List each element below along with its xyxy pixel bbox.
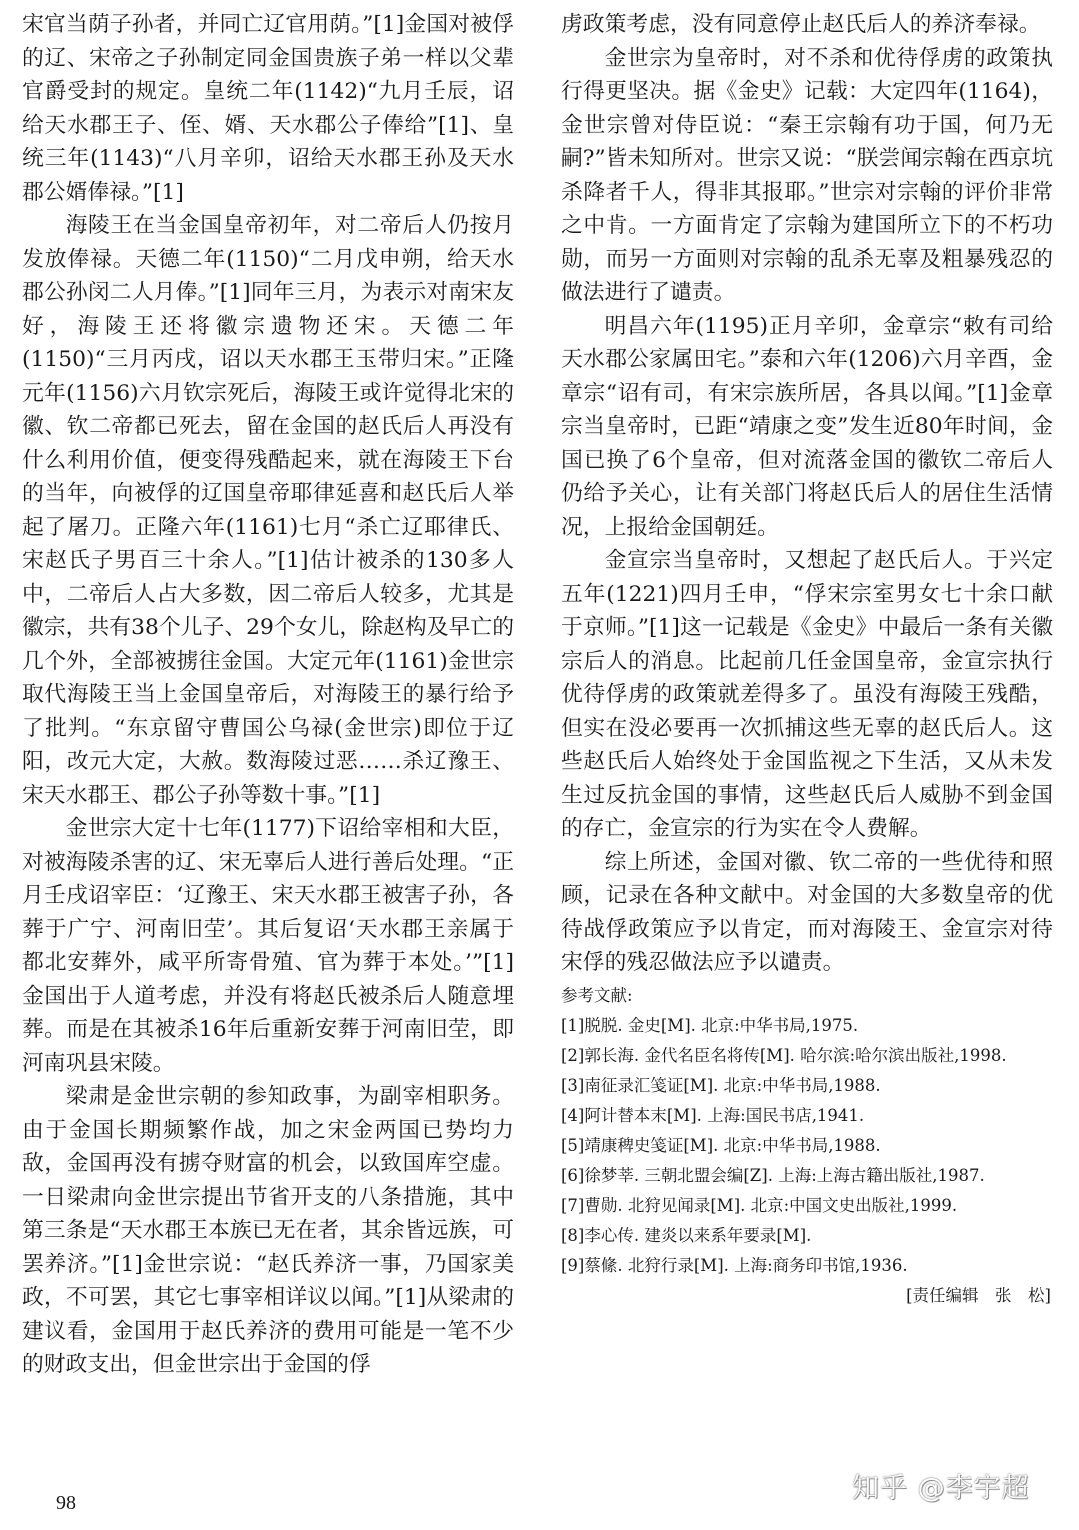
page-number: 98 <box>56 1492 76 1514</box>
reference-item: [2]郭长海. 金代名臣名将传[M]. 哈尔滨:哈尔滨出版社,1998. <box>561 1045 1007 1065</box>
paragraph: 金世宗为皇帝时，对不杀和优待俘虏的政策执行得更坚决。据《金史》记载：大定四年(1164)，金世宗曾对侍臣说：“秦王宗翰有功于国，何乃无嗣?”皆未知所对。世宗又说：“朕尝闻宗翰在西京坑杀降者千人，得非其报耶。”世宗对宗翰的评价非常之中肯。一方面肯定了宗翰为建国所立下的不朽功勋，而另一方面则对宗翰的乱杀无辜及粗暴残忍的做法进行了谴责。 <box>561 45 1053 305</box>
reference-item: [3]南征录汇笺证[M]. 北京:中华书局,1988. <box>561 1075 881 1095</box>
paragraph: 梁肃是金世宗朝的参知政事，为副宰相职务。由于金国长期频繁作战，加之宋金两国已势均力敌，金国再没有掳夺财富的机会，以致国库空虚。一日梁肃向金世宗提出节省开支的八条措施，其中第三条是“天水郡王本族已无在者，其余皆远族，可罢养济。”[1]金世宗说：“赵氏养济一事，乃国家美政，不可罢，其它七事宰相详议以闻。”[1]从梁肃的建议看，金国用于赵氏养济的费用可能是一笔不少的财政支出，但金世宗出于金国的俘 <box>22 1084 514 1377</box>
reference-item: [1]脱脱. 金史[M]. 北京:中华书局,1975. <box>561 1015 859 1035</box>
paragraph: 金世宗大定十七年(1177)下诏给宰相和大臣，对被海陵杀害的辽、宋无辜后人进行善后处理。“正月壬戌诏宰臣：‘辽豫王、宋天水郡王被害子孙，各葬于广宁、河南旧茔’。其后复诏‘天水郡王亲属于都北安葬外，咸平所寄骨殖、官为葬于本处。’”[1]金国出于人道考虑，并没有将赵氏被杀后人随意埋葬。而是在其被杀16年后重新安葬于河南旧茔，即河南巩县宋陵。 <box>22 816 514 1076</box>
responsible-editor: [责任编辑 张 松] <box>906 1285 1051 1305</box>
reference-item: [7]曹勋. 北狩见闻录[M]. 北京:中国文史出版社,1999. <box>561 1195 958 1215</box>
reference-item: [8]李心传. 建炎以来系年要录[M]. <box>561 1225 812 1245</box>
reference-item: [4]阿计替本末[M]. 上海:国民书店,1941. <box>561 1105 865 1125</box>
reference-item: [9]蔡絛. 北狩行录[M]. 上海:商务印书馆,1936. <box>561 1255 908 1275</box>
paragraph: 金宣宗当皇帝时，又想起了赵氏后人。于兴定五年(1221)四月壬申，“俘宋宗室男女七十余口献于京师。”[1]这一记载是《金史》中最后一条有关徽宗后人的消息。比起前几任金国皇帝，金宣宗执行优待俘虏的政策就差得多了。虽没有海陵王残酷，但实在没必要再一次抓捕这些无辜的赵氏后人。这些赵氏后人始终处于金国监视之下生活，又从未发生过反抗金国的事情，这些赵氏后人威胁不到金国的存亡，金宣宗的行为实在令人费解。 <box>561 548 1053 841</box>
paragraph: 虏政策考虑，没有同意停止赵氏后人的养济奉禄。 <box>561 12 1041 37</box>
reference-item: [6]徐梦莘. 三朝北盟会编[Z]. 上海:上海古籍出版社,1987. <box>561 1165 985 1185</box>
paragraph: 宋官当荫子孙者，并同亡辽官用荫。”[1]金国对被俘的辽、宋帝之子孙制定同金国贵族子弟一样以父辈官爵受封的规定。皇统二年(1142)“九月壬辰，诏给天水郡王子、侄、婿、天水郡公子俸给”[1]、皇统三年(1143)“八月辛卯，诏给天水郡王孙及天水郡公婿俸禄。”[1] <box>22 12 514 205</box>
reference-item: [5]靖康稗史笺证[M]. 北京:中华书局,1988. <box>561 1135 881 1155</box>
watermark: 知乎 @李宇超 <box>852 1473 1030 1504</box>
references-title: 参考文献: <box>561 985 633 1005</box>
references-list <box>561 1011 1053 1281</box>
left-column <box>22 8 514 1382</box>
paragraph: 综上所述，金国对徽、钦二帝的一些优待和照顾，记录在各种文献中。对金国的大多数皇帝的优待战俘政策应予以肯定，而对海陵王、金宣宗对待宋俘的残忍做法应予以谴责。 <box>561 849 1053 975</box>
paragraph: 明昌六年(1195)正月辛卯，金章宗“敕有司给天水郡公家属田宅。”泰和六年(1206)六月辛酉，金章宗“诏有司，有宋宗族所居，各具以闻。”[1]金章宗当皇帝时，已距“靖康之变”发生近80年时间，金国已换了6个皇帝，但对流落金国的徽钦二帝后人仍给予关心，让有关部门将赵氏后人的居住生活情况，上报给金国朝廷。 <box>561 313 1053 540</box>
paragraph: 海陵王在当金国皇帝初年，对二帝后人仍按月发放俸禄。天德二年(1150)“二月戊申朔，给天水郡公孙闵二人月俸。”[1]同年三月，为表示对南宋友好，海陵王还将徽宗遗物还宋。天德二年(1150)“三月丙戌，诏以天水郡王玉带归宋。”正隆元年(1156)六月钦宗死后，海陵王或许觉得北宋的徽、钦二帝都已死去，留在金国的赵氏后人再没有什么利用价值，便变得残酷起来，就在海陵王下台的当年，向被俘的辽国皇帝耶律延喜和赵氏后人举起了屠刀。正隆六年(1161)七月“杀亡辽耶律氏、宋赵氏子男百三十余人。”[1]估计被杀的130多人中，二帝后人占大多数，因二帝后人较多，尤其是徽宗，共有38个儿子、29个女儿，除赵构及早亡的几个外，全部被掳往金国。大定元年(1161)金世宗取代海陵王当上金国皇帝后，对海陵王的暴行给予了批判。“东京留守曹国公乌禄(金世宗)即位于辽阳，改元大定，大赦。数海陵过恶……杀辽豫王、宋天水郡王、郡公子孙等数十事。”[1] <box>22 213 514 808</box>
right-column <box>561 8 1053 1311</box>
